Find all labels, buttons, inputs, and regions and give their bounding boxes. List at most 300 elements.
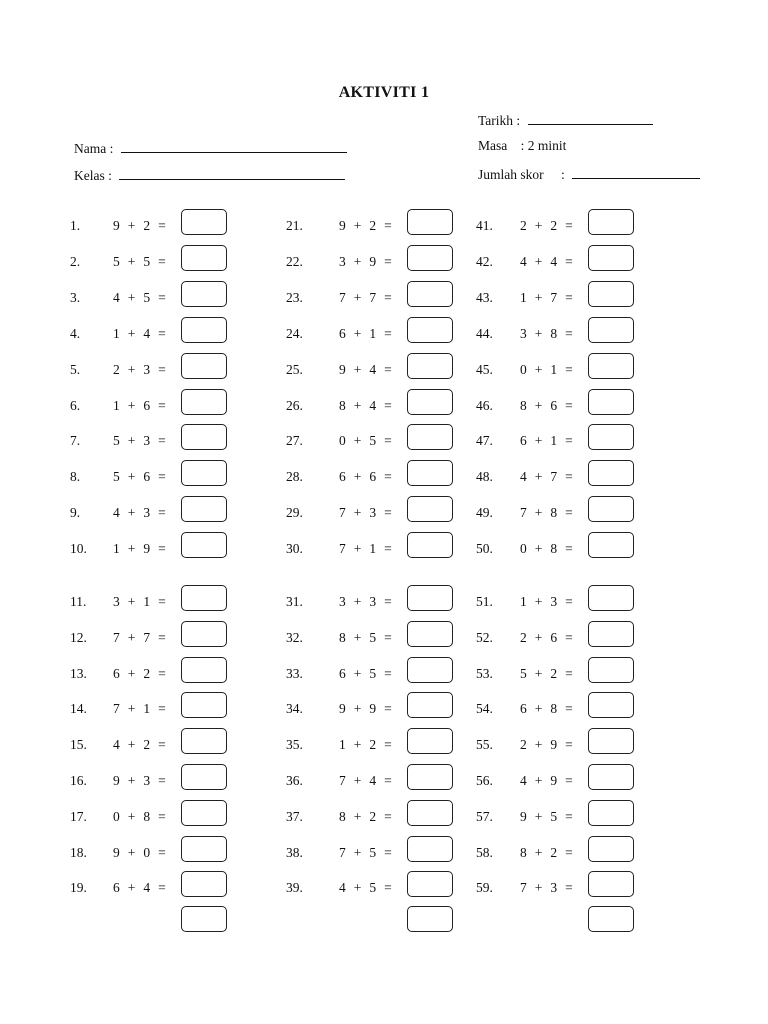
operand-a: 4 [339, 880, 346, 896]
plus-sign: + [353, 773, 362, 788]
question-expression [339, 433, 392, 449]
answer-box[interactable] [181, 281, 227, 307]
question-number: 31. [286, 594, 303, 609]
operand-a: 7 [339, 541, 346, 557]
plus-sign: + [127, 253, 136, 269]
plus-sign: + [127, 629, 136, 645]
plus-sign: + [534, 289, 543, 305]
answer-box[interactable] [588, 728, 634, 754]
question-expression [113, 880, 166, 896]
plus-sign: + [534, 808, 543, 824]
equals-sign: = [158, 701, 166, 717]
answer-box[interactable] [588, 317, 634, 343]
question-number: 13. [70, 665, 87, 681]
plus-sign: + [353, 665, 362, 681]
operand-b: 2 [369, 218, 377, 233]
operand-b: 9 [369, 701, 377, 717]
question-number: 10. [70, 541, 87, 557]
plus-sign: + [353, 469, 362, 485]
question-number: 6. [70, 397, 81, 413]
answer-box[interactable] [407, 621, 453, 647]
plus-sign: + [353, 433, 362, 449]
operand-a: 7 [339, 289, 346, 305]
equals-sign: = [565, 773, 573, 788]
answer-box[interactable] [181, 245, 227, 271]
question-expression [339, 773, 392, 789]
equals-sign: = [384, 253, 392, 269]
answer-box[interactable] [181, 585, 227, 611]
equals-sign: = [384, 880, 392, 896]
operand-a: 6 [339, 665, 346, 681]
operand-b: 6 [143, 397, 151, 413]
answer-box[interactable] [407, 657, 453, 683]
plus-sign: + [534, 880, 543, 896]
question-number: 58. [476, 844, 493, 860]
question-expression [520, 809, 573, 825]
answer-box[interactable] [588, 692, 634, 718]
answer-box[interactable] [407, 281, 453, 307]
operand-a: 7 [339, 505, 346, 521]
equals-sign: = [565, 325, 573, 341]
operand-a: 8 [339, 629, 346, 645]
operand-b: 6 [143, 469, 151, 485]
answer-box[interactable] [407, 317, 453, 343]
question-number: 18. [70, 844, 87, 860]
operand-a: 6 [339, 469, 346, 485]
question-expression [339, 326, 392, 342]
operand-b: 7 [550, 469, 558, 485]
operand-b: 4 [143, 325, 151, 341]
operand-b: 4 [369, 361, 377, 377]
operand-b: 2 [550, 665, 558, 681]
question-expression [113, 254, 166, 270]
question-number: 41. [476, 218, 493, 233]
question-number: 54. [476, 701, 493, 717]
operand-b: 6 [369, 469, 377, 485]
operand-a: 1 [113, 541, 120, 557]
plus-sign: + [534, 505, 543, 521]
operand-a: 3 [113, 594, 120, 609]
answer-box[interactable] [407, 424, 453, 450]
operand-a: 8 [520, 397, 527, 413]
plus-sign: + [534, 701, 543, 717]
plus-sign: + [127, 218, 136, 233]
plus-sign: + [353, 289, 362, 305]
equals-sign: = [384, 325, 392, 341]
operand-b: 1 [550, 433, 558, 449]
answer-box[interactable] [181, 424, 227, 450]
operand-a: 9 [113, 844, 120, 860]
question-expression [339, 594, 392, 610]
question-number: 1. [70, 218, 81, 233]
answer-box[interactable] [407, 692, 453, 718]
question-expression [520, 505, 573, 521]
equals-sign: = [565, 701, 573, 717]
plus-sign: + [353, 880, 362, 896]
answer-box[interactable] [588, 245, 634, 271]
question-number: 22. [286, 253, 303, 269]
question-number: 12. [70, 629, 87, 645]
answer-box[interactable] [407, 906, 453, 932]
answer-box[interactable] [407, 496, 453, 522]
equals-sign: = [384, 469, 392, 485]
question-number: 59. [476, 880, 493, 896]
question-number: 55. [476, 737, 493, 753]
equals-sign: = [384, 397, 392, 413]
equals-sign: = [158, 808, 166, 824]
answer-box[interactable] [588, 389, 634, 415]
question-expression [339, 398, 392, 414]
question-number: 21. [286, 218, 303, 233]
plus-sign: + [127, 361, 136, 377]
answer-box[interactable] [181, 496, 227, 522]
question-number: 25. [286, 361, 303, 377]
answer-box[interactable] [588, 621, 634, 647]
equals-sign: = [158, 397, 166, 413]
operand-a: 9 [339, 701, 346, 717]
operand-a: 5 [113, 433, 120, 449]
answer-box[interactable] [181, 353, 227, 379]
kelas-field[interactable] [119, 167, 345, 180]
question-number: 17. [70, 808, 87, 824]
answer-box[interactable] [588, 585, 634, 611]
answer-box[interactable] [407, 728, 453, 754]
answer-box[interactable] [407, 353, 453, 379]
skor-colon: : [561, 167, 565, 182]
plus-sign: + [534, 433, 543, 449]
answer-box[interactable] [181, 800, 227, 826]
question-expression [113, 433, 166, 449]
answer-box[interactable] [181, 317, 227, 343]
operand-b: 8 [550, 325, 558, 341]
equals-sign: = [384, 701, 392, 717]
question-expression [520, 398, 573, 414]
question-number: 42. [476, 253, 493, 269]
operand-b: 9 [550, 773, 558, 788]
operand-a: 8 [339, 397, 346, 413]
plus-sign: + [353, 361, 362, 377]
operand-a: 2 [520, 737, 527, 753]
operand-a: 7 [520, 880, 527, 896]
operand-a: 7 [113, 629, 120, 645]
plus-sign: + [127, 808, 136, 824]
equals-sign: = [158, 737, 166, 753]
equals-sign: = [384, 218, 392, 233]
equals-sign: = [565, 665, 573, 681]
answer-box[interactable] [588, 460, 634, 486]
equals-sign: = [384, 541, 392, 557]
answer-box[interactable] [588, 836, 634, 862]
operand-b: 3 [550, 880, 558, 896]
equals-sign: = [565, 218, 573, 233]
answer-box[interactable] [181, 836, 227, 862]
answer-box[interactable] [181, 621, 227, 647]
question-number: 51. [476, 594, 493, 609]
operand-a: 4 [113, 289, 120, 305]
plus-sign: + [353, 397, 362, 413]
question-expression [339, 880, 392, 896]
operand-a: 3 [520, 325, 527, 341]
question-expression [113, 218, 166, 234]
answer-box[interactable] [407, 800, 453, 826]
question-expression [339, 666, 392, 682]
question-number: 15. [70, 737, 87, 753]
equals-sign: = [384, 361, 392, 377]
equals-sign: = [158, 253, 166, 269]
operand-b: 4 [550, 253, 558, 269]
page-title: AKTIVITI 1 [338, 84, 430, 101]
kelas-row [74, 167, 345, 184]
plus-sign: + [127, 594, 136, 609]
equals-sign: = [565, 469, 573, 485]
plus-sign: + [534, 397, 543, 413]
operand-a: 4 [520, 773, 527, 788]
plus-sign: + [353, 218, 362, 233]
operand-a: 2 [113, 361, 120, 377]
plus-sign: + [534, 325, 543, 341]
equals-sign: = [565, 541, 573, 557]
equals-sign: = [384, 594, 392, 609]
answer-box[interactable] [588, 871, 634, 897]
equals-sign: = [158, 325, 166, 341]
equals-sign: = [565, 737, 573, 753]
answer-box[interactable] [181, 460, 227, 486]
equals-sign: = [565, 253, 573, 269]
question-number: 3. [70, 289, 81, 305]
answer-box[interactable] [407, 532, 453, 558]
answer-box[interactable] [407, 585, 453, 611]
plus-sign: + [534, 665, 543, 681]
equals-sign: = [565, 629, 573, 645]
equals-sign: = [158, 433, 166, 449]
question-number: 7. [70, 433, 81, 449]
equals-sign: = [565, 844, 573, 860]
operand-b: 3 [550, 594, 558, 609]
nama-field[interactable] [121, 140, 347, 153]
skor-field[interactable] [572, 166, 700, 179]
answer-box[interactable] [588, 496, 634, 522]
equals-sign: = [384, 808, 392, 824]
question-expression [520, 666, 573, 682]
operand-a: 1 [113, 397, 120, 413]
answer-box[interactable] [588, 424, 634, 450]
operand-a: 6 [520, 433, 527, 449]
answer-box[interactable] [181, 209, 227, 235]
answer-box[interactable] [588, 764, 634, 790]
equals-sign: = [565, 289, 573, 305]
plus-sign: + [127, 737, 136, 753]
operand-a: 9 [113, 218, 120, 233]
answer-box[interactable] [181, 871, 227, 897]
plus-sign: + [353, 541, 362, 557]
operand-b: 2 [143, 737, 151, 753]
question-number: 33. [286, 665, 303, 681]
question-number: 38. [286, 844, 303, 860]
operand-b: 2 [143, 665, 151, 681]
question-expression [339, 469, 392, 485]
equals-sign: = [158, 773, 166, 788]
question-expression [113, 701, 166, 717]
answer-box[interactable] [588, 532, 634, 558]
operand-a: 7 [339, 844, 346, 860]
tarikh-field[interactable] [528, 112, 653, 125]
answer-box[interactable] [407, 460, 453, 486]
operand-b: 8 [550, 541, 558, 557]
question-expression [113, 326, 166, 342]
operand-a: 4 [520, 469, 527, 485]
question-expression [339, 845, 392, 861]
skor-label: Jumlah skor [478, 167, 544, 182]
operand-a: 7 [113, 701, 120, 717]
question-number: 2. [70, 253, 81, 269]
question-number: 11. [70, 594, 87, 609]
question-expression [520, 880, 573, 896]
question-expression [113, 505, 166, 521]
question-number: 28. [286, 469, 303, 485]
question-expression [520, 845, 573, 861]
answer-box[interactable] [407, 764, 453, 790]
equals-sign: = [158, 594, 166, 609]
question-expression [113, 809, 166, 825]
equals-sign: = [565, 397, 573, 413]
question-expression [113, 630, 166, 646]
operand-b: 3 [143, 433, 151, 449]
operand-b: 5 [143, 289, 151, 305]
equals-sign: = [158, 541, 166, 557]
operand-b: 7 [143, 629, 151, 645]
equals-sign: = [565, 505, 573, 521]
answer-box[interactable] [407, 836, 453, 862]
answer-box[interactable] [181, 728, 227, 754]
question-number: 16. [70, 773, 87, 788]
answer-box[interactable] [407, 871, 453, 897]
operand-b: 1 [550, 361, 558, 377]
question-expression [113, 469, 166, 485]
plus-sign: + [534, 737, 543, 753]
question-expression [520, 433, 573, 449]
question-number: 4. [70, 325, 81, 341]
question-number: 19. [70, 880, 87, 896]
operand-a: 5 [113, 253, 120, 269]
equals-sign: = [384, 289, 392, 305]
answer-box[interactable] [181, 532, 227, 558]
question-number: 43. [476, 289, 493, 305]
answer-box[interactable] [407, 245, 453, 271]
question-expression [339, 541, 392, 557]
operand-b: 7 [369, 289, 377, 305]
answer-box[interactable] [407, 389, 453, 415]
answer-box[interactable] [588, 906, 634, 932]
question-expression [113, 666, 166, 682]
operand-a: 9 [113, 773, 120, 788]
question-expression [113, 398, 166, 414]
operand-b: 5 [369, 433, 377, 449]
plus-sign: + [534, 629, 543, 645]
question-number: 39. [286, 880, 303, 896]
operand-b: 5 [369, 629, 377, 645]
question-expression [520, 594, 573, 610]
operand-a: 2 [520, 218, 527, 233]
operand-a: 0 [339, 433, 346, 449]
plus-sign: + [353, 844, 362, 860]
question-expression [520, 362, 573, 378]
operand-b: 9 [550, 737, 558, 753]
question-expression [520, 326, 573, 342]
answer-box[interactable] [588, 209, 634, 235]
question-number: 35. [286, 737, 303, 753]
plus-sign: + [534, 773, 543, 788]
plus-sign: + [353, 325, 362, 341]
operand-b: 8 [550, 701, 558, 717]
equals-sign: = [158, 289, 166, 305]
plus-sign: + [534, 361, 543, 377]
operand-a: 8 [520, 844, 527, 860]
answer-box[interactable] [588, 657, 634, 683]
operand-a: 6 [520, 701, 527, 717]
operand-a: 6 [113, 665, 120, 681]
question-expression [520, 290, 573, 306]
question-expression [520, 254, 573, 270]
plus-sign: + [534, 469, 543, 485]
question-expression [339, 254, 392, 270]
plus-sign: + [127, 665, 136, 681]
operand-a: 4 [113, 737, 120, 753]
masa-label: Masa [478, 138, 508, 153]
question-number: 47. [476, 433, 493, 449]
question-expression [339, 362, 392, 378]
equals-sign: = [158, 880, 166, 896]
question-number: 34. [286, 701, 303, 717]
plus-sign: + [127, 397, 136, 413]
operand-a: 5 [113, 469, 120, 485]
operand-b: 9 [369, 253, 377, 269]
question-number: 46. [476, 397, 493, 413]
answer-box[interactable] [407, 209, 453, 235]
operand-b: 9 [143, 541, 151, 557]
operand-b: 2 [550, 844, 558, 860]
operand-b: 5 [143, 253, 151, 269]
answer-box[interactable] [181, 692, 227, 718]
plus-sign: + [127, 541, 136, 557]
plus-sign: + [127, 701, 136, 717]
plus-sign: + [534, 218, 543, 233]
plus-sign: + [127, 505, 136, 521]
operand-b: 7 [550, 289, 558, 305]
question-number: 29. [286, 505, 303, 521]
answer-box[interactable] [588, 353, 634, 379]
equals-sign: = [384, 505, 392, 521]
answer-box[interactable] [588, 800, 634, 826]
answer-box[interactable] [588, 281, 634, 307]
operand-b: 2 [369, 737, 377, 753]
question-expression [113, 773, 166, 789]
answer-box[interactable] [181, 657, 227, 683]
plus-sign: + [534, 594, 543, 609]
operand-a: 0 [113, 808, 120, 824]
question-expression [339, 290, 392, 306]
answer-box[interactable] [181, 764, 227, 790]
plus-sign: + [353, 253, 362, 269]
answer-box[interactable] [181, 389, 227, 415]
plus-sign: + [353, 701, 362, 717]
plus-sign: + [127, 325, 136, 341]
answer-box[interactable] [181, 906, 227, 932]
question-number: 24. [286, 325, 303, 341]
question-number: 49. [476, 505, 493, 521]
operand-b: 5 [369, 880, 377, 896]
question-number: 27. [286, 433, 303, 449]
equals-sign: = [384, 844, 392, 860]
